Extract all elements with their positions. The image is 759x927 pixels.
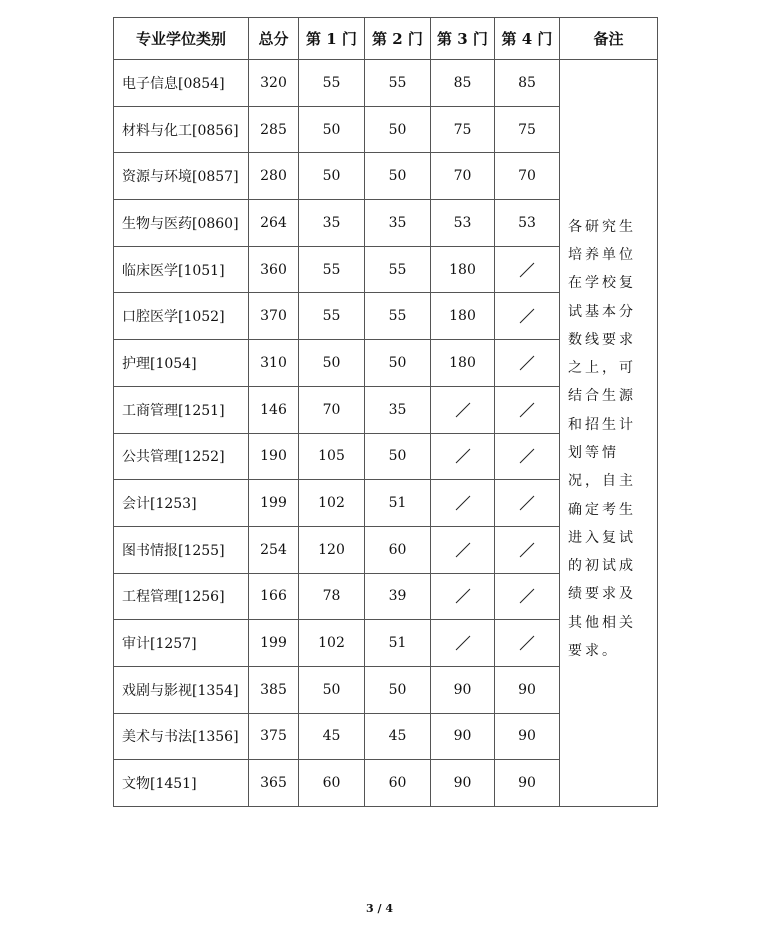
total-score-cell: 190 [249, 433, 299, 480]
subject-4-score-cell [495, 433, 560, 480]
note-text: 各研究生培养单位在学校复试基本分数线要求之上，可结合生源和招生计划等情况，自主确定考生进入复试的初试成绩要求及其他相关要求。 [568, 218, 636, 660]
subject-3-score-cell [431, 433, 495, 480]
table-body [114, 60, 658, 807]
subject-4-score-cell [495, 526, 560, 573]
category-cell: 工程管理[1256] [114, 573, 249, 620]
not-applicable-slash-icon [519, 308, 535, 324]
subject-2-score-cell: 55 [365, 246, 431, 293]
subject-1-score-cell: 45 [299, 713, 365, 760]
not-applicable-slash-icon [455, 448, 471, 464]
subject-1-score-cell: 50 [299, 106, 365, 153]
subject-2-score-cell: 50 [365, 433, 431, 480]
subject-1-score-cell: 55 [299, 293, 365, 340]
not-applicable-slash-icon [455, 635, 471, 651]
subject-1-score-cell: 78 [299, 573, 365, 620]
not-applicable-slash-icon [455, 495, 471, 511]
not-applicable-slash-icon [519, 262, 535, 278]
subject-4-score-cell: 53 [495, 200, 560, 247]
subject-4-score-cell: 70 [495, 153, 560, 200]
subject-1-score-cell: 60 [299, 760, 365, 807]
subject-1-score-cell: 50 [299, 153, 365, 200]
category-cell: 材料与化工[0856] [114, 106, 249, 153]
subject-2-score-cell: 60 [365, 526, 431, 573]
total-score-cell: 264 [249, 200, 299, 247]
subject-4-score-cell: 90 [495, 713, 560, 760]
subject-2-score-cell: 51 [365, 620, 431, 667]
category-cell: 审计[1257] [114, 620, 249, 667]
not-applicable-slash-icon [519, 635, 535, 651]
header-category: 专业学位类别 [114, 18, 249, 60]
subject-2-score-cell: 39 [365, 573, 431, 620]
subject-3-score-cell [431, 386, 495, 433]
subject-2-score-cell: 50 [365, 106, 431, 153]
not-applicable-slash-icon [519, 542, 535, 558]
total-score-cell: 360 [249, 246, 299, 293]
subject-3-score-cell: 180 [431, 246, 495, 293]
subject-4-score-cell [495, 573, 560, 620]
table-header-row [114, 18, 658, 60]
subject-1-score-cell: 102 [299, 620, 365, 667]
category-cell: 临床医学[1051] [114, 246, 249, 293]
total-score-cell: 375 [249, 713, 299, 760]
subject-4-score-cell: 85 [495, 60, 560, 107]
not-applicable-slash-icon [519, 355, 535, 371]
subject-2-score-cell: 50 [365, 153, 431, 200]
header-subject-2: 第 2 门 [365, 18, 431, 60]
total-score-cell: 146 [249, 386, 299, 433]
subject-4-score-cell [495, 246, 560, 293]
subject-2-score-cell: 35 [365, 386, 431, 433]
subject-3-score-cell: 53 [431, 200, 495, 247]
subject-1-score-cell: 35 [299, 200, 365, 247]
subject-3-score-cell [431, 573, 495, 620]
subject-2-score-cell: 60 [365, 760, 431, 807]
total-score-cell: 199 [249, 620, 299, 667]
total-score-cell: 310 [249, 340, 299, 387]
not-applicable-slash-icon [455, 588, 471, 604]
subject-3-score-cell: 90 [431, 666, 495, 713]
subject-4-score-cell [495, 620, 560, 667]
table-row [114, 60, 658, 107]
subject-2-score-cell: 50 [365, 666, 431, 713]
header-subject-1: 第 1 门 [299, 18, 365, 60]
total-score-cell: 199 [249, 480, 299, 527]
note-cell [560, 60, 658, 807]
total-score-cell: 285 [249, 106, 299, 153]
subject-2-score-cell: 51 [365, 480, 431, 527]
subject-2-score-cell: 45 [365, 713, 431, 760]
subject-1-score-cell: 55 [299, 60, 365, 107]
subject-1-score-cell: 70 [299, 386, 365, 433]
total-score-cell: 385 [249, 666, 299, 713]
subject-2-score-cell: 35 [365, 200, 431, 247]
category-cell: 生物与医药[0860] [114, 200, 249, 247]
subject-3-score-cell [431, 620, 495, 667]
subject-3-score-cell: 70 [431, 153, 495, 200]
subject-4-score-cell: 90 [495, 760, 560, 807]
total-score-cell: 370 [249, 293, 299, 340]
not-applicable-slash-icon [519, 495, 535, 511]
not-applicable-slash-icon [519, 402, 535, 418]
subject-4-score-cell [495, 293, 560, 340]
subject-3-score-cell: 85 [431, 60, 495, 107]
header-note: 备注 [560, 18, 658, 60]
total-score-cell: 166 [249, 573, 299, 620]
subject-4-score-cell: 90 [495, 666, 560, 713]
subject-1-score-cell: 50 [299, 340, 365, 387]
subject-3-score-cell: 90 [431, 760, 495, 807]
header-subject-4: 第 4 门 [495, 18, 560, 60]
category-cell: 文物[1451] [114, 760, 249, 807]
subject-4-score-cell [495, 480, 560, 527]
subject-1-score-cell: 120 [299, 526, 365, 573]
category-cell: 美术与书法[1356] [114, 713, 249, 760]
not-applicable-slash-icon [455, 542, 471, 558]
subject-1-score-cell: 105 [299, 433, 365, 480]
subject-2-score-cell: 50 [365, 340, 431, 387]
not-applicable-slash-icon [455, 402, 471, 418]
header-subject-3: 第 3 门 [431, 18, 495, 60]
header-total: 总分 [249, 18, 299, 60]
subject-1-score-cell: 55 [299, 246, 365, 293]
category-cell: 资源与环境[0857] [114, 153, 249, 200]
subject-4-score-cell [495, 386, 560, 433]
subject-1-score-cell: 102 [299, 480, 365, 527]
subject-2-score-cell: 55 [365, 60, 431, 107]
subject-4-score-cell: 75 [495, 106, 560, 153]
subject-3-score-cell: 75 [431, 106, 495, 153]
category-cell: 工商管理[1251] [114, 386, 249, 433]
category-cell: 戏剧与影视[1354] [114, 666, 249, 713]
subject-3-score-cell [431, 480, 495, 527]
page-number: 3 / 4 [366, 902, 393, 915]
category-cell: 图书情报[1255] [114, 526, 249, 573]
category-cell: 电子信息[0854] [114, 60, 249, 107]
total-score-cell: 280 [249, 153, 299, 200]
subject-2-score-cell: 55 [365, 293, 431, 340]
total-score-cell: 365 [249, 760, 299, 807]
not-applicable-slash-icon [519, 588, 535, 604]
subject-3-score-cell [431, 526, 495, 573]
subject-3-score-cell: 180 [431, 293, 495, 340]
category-cell: 公共管理[1252] [114, 433, 249, 480]
subject-3-score-cell: 180 [431, 340, 495, 387]
category-cell: 会计[1253] [114, 480, 249, 527]
category-cell: 口腔医学[1052] [114, 293, 249, 340]
not-applicable-slash-icon [519, 448, 535, 464]
subject-1-score-cell: 50 [299, 666, 365, 713]
total-score-cell: 254 [249, 526, 299, 573]
subject-4-score-cell [495, 340, 560, 387]
subject-3-score-cell: 90 [431, 713, 495, 760]
category-cell: 护理[1054] [114, 340, 249, 387]
total-score-cell: 320 [249, 60, 299, 107]
score-table [113, 17, 658, 807]
